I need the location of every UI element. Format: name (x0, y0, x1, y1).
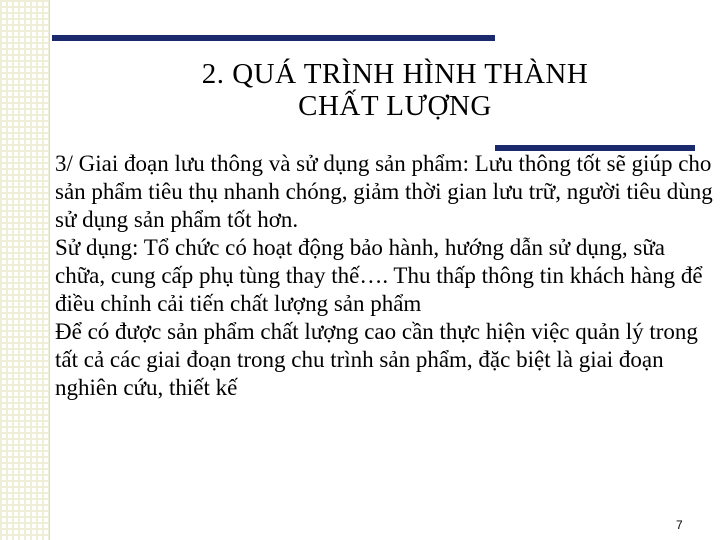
slide-title-line-2: CHẤT LƯỢNG (298, 90, 492, 122)
slide-title (100, 58, 690, 122)
slide-title-line-1: 2. QUÁ TRÌNH HÌNH THÀNH (201, 58, 589, 90)
title-top-rule (52, 35, 495, 41)
body-paragraph-circulation: 3/ Giai đoạn lưu thông và sử dụng sản phẩm: Lưu thông tốt sẽ giúp cho sản phẩm tiêu thụ nhanh chóng, giảm thời gian lưu trữ, người tiêu dùng sử dụng sản phẩm tốt hơn. (55, 151, 713, 232)
slide-body (55, 150, 715, 402)
body-paragraph-management: Để có được sản phẩm chất lượng cao cần thực hiện việc quản lý trong tất cả các giai đoạn trong chu trình sản phẩm, đặc biệt là giai đoạn nghiên cứu, thiết kế (55, 319, 698, 400)
decorative-stripe-bar (0, 0, 50, 540)
body-paragraph-usage: Sử dụng: Tổ chức có hoạt động bảo hành, hướng dẫn sử dụng, sữa chữa, cung cấp phụ tùng thay thế…. Thu thấp thông tin khách hàng để điều chỉnh cải tiến chất lượng sản phẩm (55, 235, 703, 316)
page-number: 7 (676, 518, 683, 532)
